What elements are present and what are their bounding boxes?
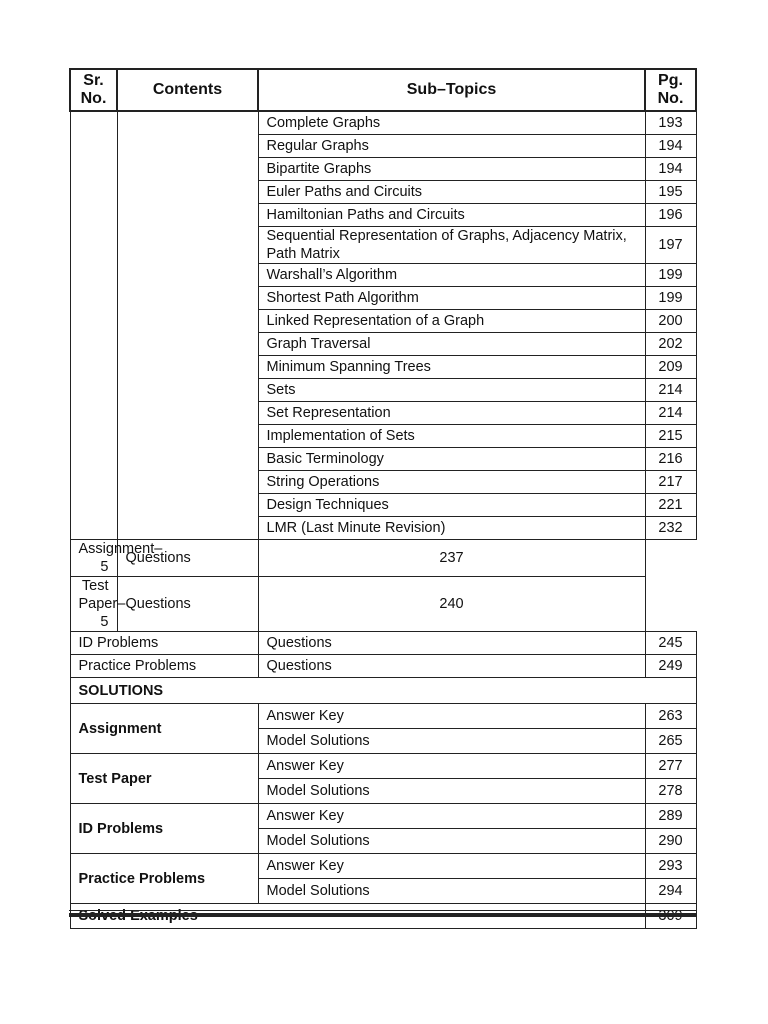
solution-title: Assignment: [70, 704, 258, 754]
answer-key-label: Answer Key: [258, 754, 645, 779]
answer-key-page: 263: [645, 704, 696, 729]
topic-page: 196: [645, 204, 696, 227]
solution-row: [70, 804, 696, 829]
topic-row: [70, 111, 696, 135]
id-problems-sub: Questions: [258, 632, 645, 655]
model-solutions-label: Model Solutions: [258, 829, 645, 854]
id-problems-row: [70, 632, 696, 655]
practice-problems-content: Practice Problems: [70, 655, 258, 678]
test-paper-content: Test Paper–5: [70, 577, 117, 632]
topic-page: 202: [645, 333, 696, 356]
practice-problems-page: 249: [645, 655, 696, 678]
answer-key-label: Answer Key: [258, 804, 645, 829]
topic-page: 197: [645, 227, 696, 264]
test-paper-page: 240: [258, 577, 645, 632]
topic-label: Shortest Path Algorithm: [258, 287, 645, 310]
assignment-page: 237: [258, 540, 645, 577]
assignment-content: Assignment–5: [70, 540, 117, 577]
header-sr-no: Sr. No.: [70, 69, 117, 111]
topic-label: Minimum Spanning Trees: [258, 356, 645, 379]
solution-title: Test Paper: [70, 754, 258, 804]
id-problems-page: 245: [645, 632, 696, 655]
topic-label: Bipartite Graphs: [258, 158, 645, 181]
topic-label: Set Representation: [258, 402, 645, 425]
topic-page: 217: [645, 471, 696, 494]
topic-label: Design Techniques: [258, 494, 645, 517]
answer-key-page: 277: [645, 754, 696, 779]
topic-label: Basic Terminology: [258, 448, 645, 471]
contents-cell: [117, 111, 258, 540]
topic-label: Regular Graphs: [258, 135, 645, 158]
id-problems-content: ID Problems: [70, 632, 258, 655]
solutions-heading: SOLUTIONS: [70, 678, 696, 704]
topic-label: Euler Paths and Circuits: [258, 181, 645, 204]
topic-list: [70, 111, 696, 540]
answer-key-page: 293: [645, 854, 696, 879]
topic-label: String Operations: [258, 471, 645, 494]
topic-page: 215: [645, 425, 696, 448]
topic-page: 200: [645, 310, 696, 333]
topic-page: 199: [645, 287, 696, 310]
model-solutions-page: 294: [645, 879, 696, 904]
answer-key-label: Answer Key: [258, 854, 645, 879]
header-contents: Contents: [117, 69, 258, 111]
topic-page: 194: [645, 158, 696, 181]
topic-page: 216: [645, 448, 696, 471]
topic-page: 214: [645, 379, 696, 402]
header-pg-no: Pg. No.: [645, 69, 696, 111]
solution-row: [70, 854, 696, 879]
topic-page: 214: [645, 402, 696, 425]
header-sub-topics: Sub–Topics: [258, 69, 645, 111]
answer-key-label: Answer Key: [258, 704, 645, 729]
model-solutions-label: Model Solutions: [258, 779, 645, 804]
practice-problems-row: [70, 655, 696, 678]
answer-key-page: 289: [645, 804, 696, 829]
assignment-sub: Questions: [117, 540, 258, 577]
topic-label: Complete Graphs: [258, 111, 645, 135]
test-paper-sub: Questions: [117, 577, 258, 632]
solutions-list: [70, 704, 696, 904]
model-solutions-label: Model Solutions: [258, 729, 645, 754]
topic-label: Implementation of Sets: [258, 425, 645, 448]
sr-no-cell: [70, 111, 117, 540]
solution-row: [70, 754, 696, 779]
contents-table: [69, 68, 697, 929]
topic-label: Warshall’s Algorithm: [258, 264, 645, 287]
topic-page: 194: [645, 135, 696, 158]
footer-rule-thin: [69, 910, 697, 911]
solution-row: [70, 704, 696, 729]
model-solutions-page: 278: [645, 779, 696, 804]
model-solutions-page: 290: [645, 829, 696, 854]
topic-label: LMR (Last Minute Revision): [258, 517, 645, 540]
topic-page: 199: [645, 264, 696, 287]
topic-label: Sequential Representation of Graphs, Adjacency Matrix, Path Matrix: [258, 227, 645, 264]
assignment-row: [70, 540, 696, 577]
model-solutions-page: 265: [645, 729, 696, 754]
topic-page: 195: [645, 181, 696, 204]
topic-label: Hamiltonian Paths and Circuits: [258, 204, 645, 227]
footer-rule-thick: [69, 913, 697, 917]
topic-page: 232: [645, 517, 696, 540]
topic-page: 209: [645, 356, 696, 379]
solution-title: ID Problems: [70, 804, 258, 854]
topic-label: Linked Representation of a Graph: [258, 310, 645, 333]
topic-label: Graph Traversal: [258, 333, 645, 356]
model-solutions-label: Model Solutions: [258, 879, 645, 904]
solutions-heading-row: [70, 678, 696, 704]
topic-page: 221: [645, 494, 696, 517]
test-paper-row: [70, 577, 696, 632]
practice-problems-sub: Questions: [258, 655, 645, 678]
topic-page: 193: [645, 111, 696, 135]
solution-title: Practice Problems: [70, 854, 258, 904]
topic-label: Sets: [258, 379, 645, 402]
